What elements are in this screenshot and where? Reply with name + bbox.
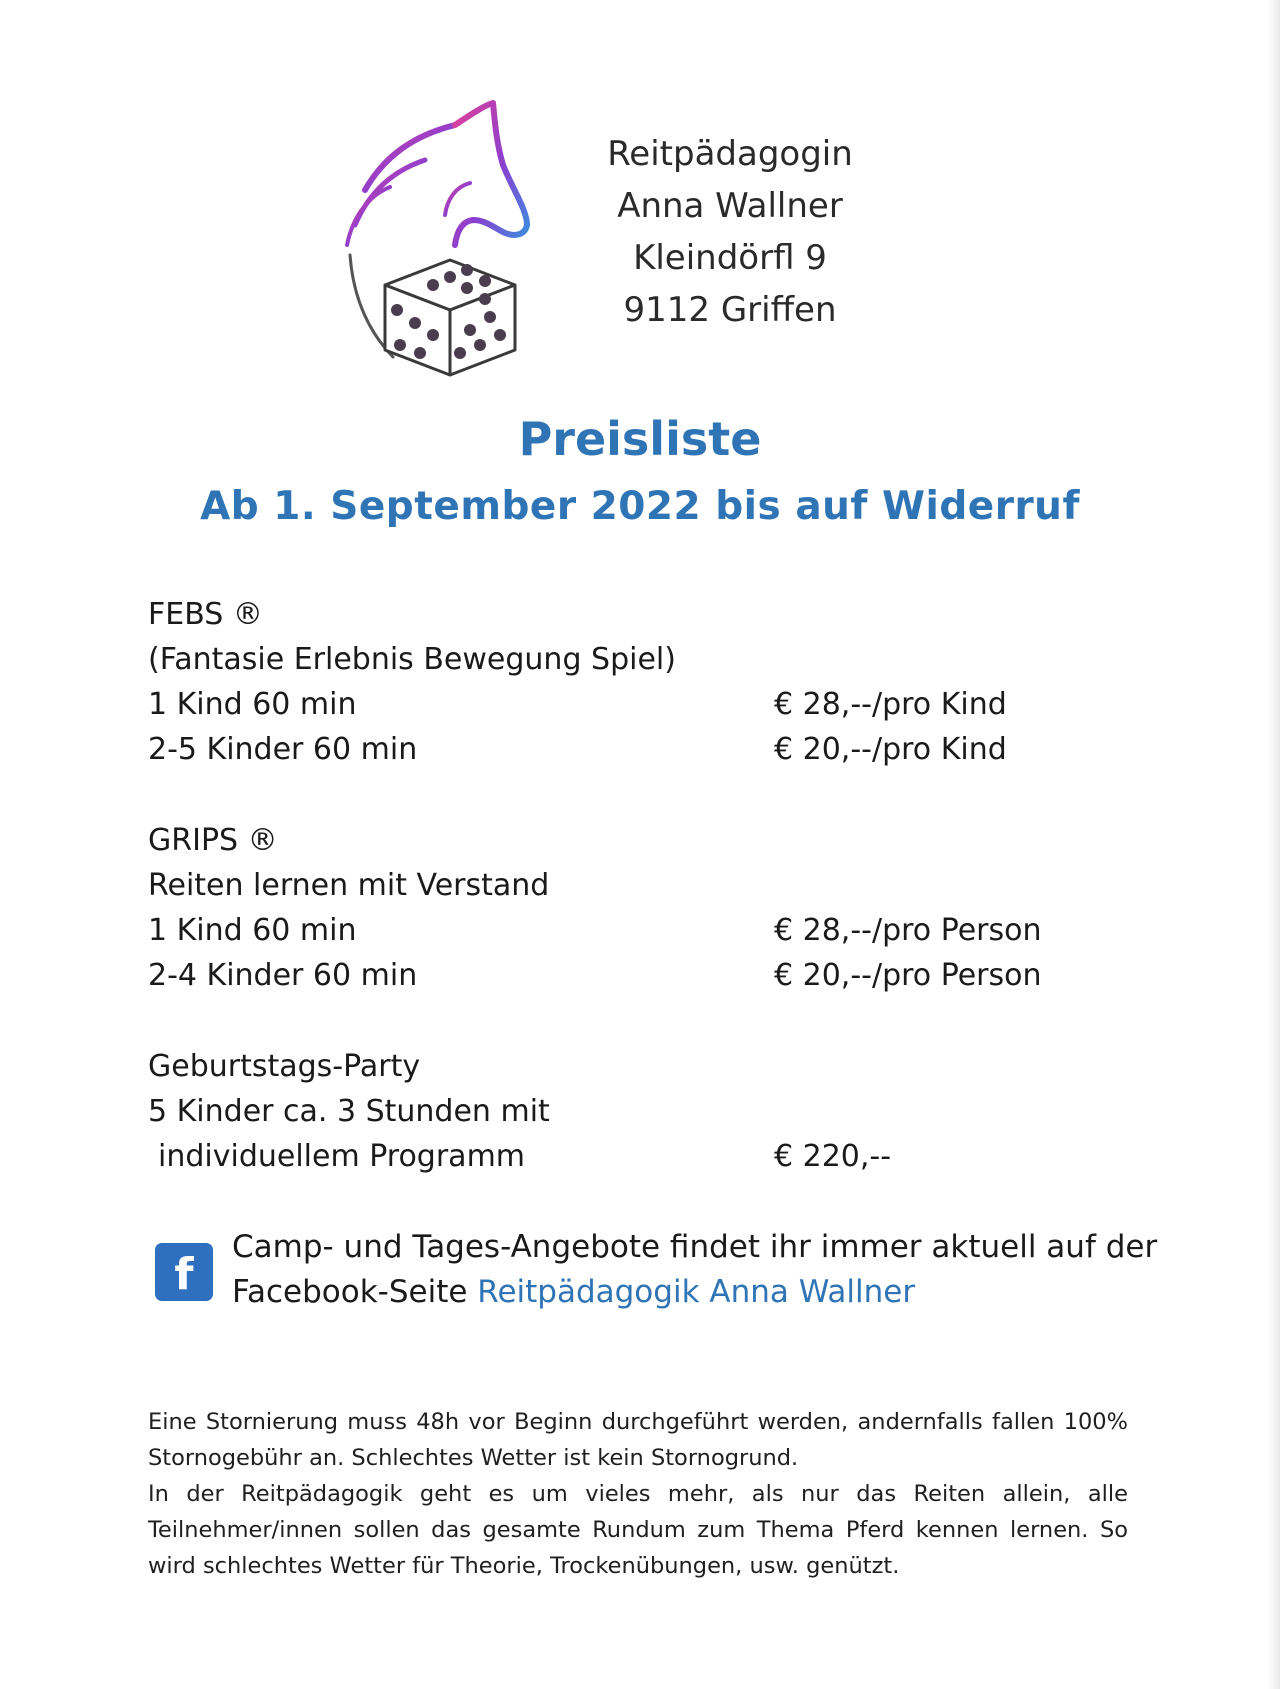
price-label: 2-4 Kinder 60 min: [148, 958, 418, 993]
section-heading: GRIPS ®: [148, 823, 278, 858]
price-section-febs: [148, 592, 1148, 772]
address-line: Anna Wallner: [617, 186, 843, 226]
price-label: 1 Kind 60 min: [148, 687, 357, 722]
facebook-note-line2: [232, 1270, 1232, 1315]
price-row: [148, 953, 1148, 998]
price-label: individuellem Programm: [158, 1139, 526, 1174]
price-value: € 20,--/pro Kind: [774, 732, 1007, 767]
price-label: 2-5 Kinder 60 min: [148, 732, 418, 767]
price-row: [148, 727, 1148, 772]
price-section-grips: [148, 818, 1148, 998]
facebook-note-line1: Camp- und Tages-Angebote findet ihr immer aktuell auf der: [232, 1229, 1158, 1265]
cancellation-terms: [148, 1404, 1128, 1584]
price-row: [148, 682, 1148, 727]
section-heading: Geburtstags-Party: [148, 1049, 421, 1084]
facebook-note-prefix: Facebook-Seite: [232, 1274, 468, 1310]
terms-paragraph: In der Reitpädagogik geht es um vieles mehr, als nur das Reiten allein, alle Teilnehmer/innen sollen das gesamte Rundum zum Thema Pferd kennen lernen. So wird schlechtes Wetter für Theorie, Trockenübungen, usw. genützt.: [148, 1481, 1128, 1579]
section-description: Reiten lernen mit Verstand: [148, 868, 550, 903]
page-subtitle: Ab 1. September 2022 bis auf Widerruf: [200, 484, 1080, 529]
address-block: [585, 128, 875, 336]
price-label: 1 Kind 60 min: [148, 913, 357, 948]
section-description: 5 Kinder ca. 3 Stunden mit: [148, 1094, 550, 1129]
section-heading: FEBS ®: [148, 597, 263, 632]
address-line: Reitpädagogin: [607, 134, 853, 174]
facebook-icon[interactable]: f: [155, 1243, 213, 1301]
facebook-note: [232, 1225, 1232, 1315]
section-description: (Fantasie Erlebnis Bewegung Spiel): [148, 642, 676, 677]
price-row: [148, 908, 1148, 953]
facebook-page-link[interactable]: Reitpädagogik Anna Wallner: [477, 1274, 916, 1310]
price-value: € 28,--/pro Person: [774, 913, 1042, 948]
price-value: € 28,--/pro Kind: [774, 687, 1007, 722]
horse-dice-logo: [345, 95, 585, 385]
address-line: 9112 Griffen: [623, 290, 837, 330]
price-value: € 20,--/pro Person: [774, 958, 1042, 993]
price-row: [148, 1134, 1148, 1179]
price-section-party: [148, 1044, 1148, 1179]
price-value: € 220,--: [774, 1139, 892, 1174]
address-line: Kleindörfl 9: [633, 238, 827, 278]
terms-paragraph: Eine Stornierung muss 48h vor Beginn durchgeführt werden, andernfalls fallen 100% Stornogebühr an. Schlechtes Wetter ist kein Stornogrund.: [148, 1409, 1128, 1471]
page-title: Preisliste: [518, 412, 762, 466]
page-edge-shadow: [1268, 0, 1280, 1689]
